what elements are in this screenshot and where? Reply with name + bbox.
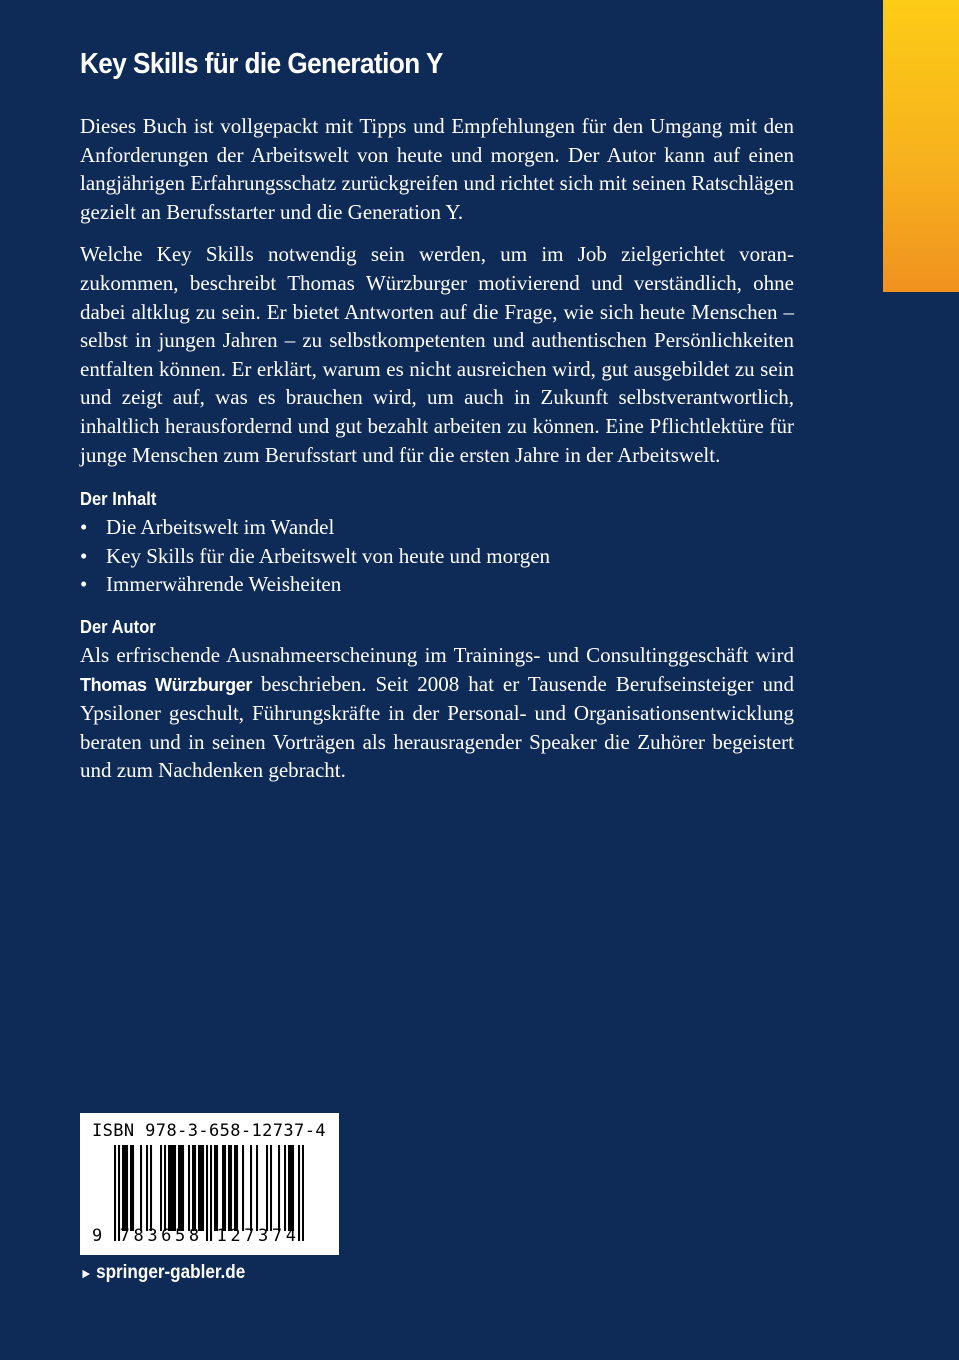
back-cover-text [80, 44, 794, 785]
barcode-bar [290, 1145, 292, 1231]
barcode-bar [278, 1145, 280, 1231]
bullet-icon: • [80, 515, 88, 540]
list-item-text: Die Arbeitswelt im Wandel [106, 515, 335, 540]
barcode-bar [216, 1145, 218, 1231]
intro-paragraph-2: Welche Key Skills notwendig sein werden, um im Job zielgerichtet voranzukommen, beschreibt Thomas Würzburger motivierend und verständlich, ohne dabei altklug zu sein. Er bietet Antworten auf die Frage, wie sich heute Menschen – selbst in jungen Jahren – zu selbstkompetenten und authentischen Persönlichkeiten entfalten können. Er erklärt, warum es nicht ausreichen wird, gut ausgebildet zu sein und zeigt auf, was es brauchen wird, um auch in Zukunft selbstverantwortlich, inhaltlich herausfordernd und gut bezahlt arbeiten zu können. Eine Pflichtlektüre für junge Menschen zum Berufsstart und für die ersten Jahre in der Arbeitswelt. [80, 242, 794, 467]
barcode-bar [222, 1145, 224, 1231]
barcode-bar [160, 1145, 162, 1231]
website-url: springer-gabler.de [96, 1262, 246, 1283]
author-text-end: beschrieben. Seit 2008 hat er Tausende Berufseinsteiger und Ypsiloner geschult, Führungskräfte in der Personal- und Organisationsentwicklung beraten und in seinen Vorträgen als herausragender Speaker die Zuhörer begeistert und zum Nachdenken gebracht. [80, 671, 795, 783]
isbn-barcode [80, 1113, 339, 1255]
barcode-bar [214, 1145, 216, 1231]
barcode-bar [288, 1145, 290, 1231]
barcode-bar [270, 1145, 272, 1231]
barcode-bar [224, 1145, 226, 1231]
barcode-bar [250, 1145, 252, 1231]
barcode-bar [178, 1145, 180, 1231]
barcode-bar [126, 1145, 128, 1231]
barcode-bar [146, 1145, 148, 1231]
barcode-bar [292, 1145, 294, 1231]
author-heading: Der Autor [80, 616, 156, 637]
barcode-bar [130, 1145, 132, 1231]
barcode-digits: 9 783658 127374 [92, 1226, 300, 1246]
barcode-bar [150, 1145, 152, 1231]
contents-list [80, 513, 794, 599]
isbn-label: ISBN 978-3-658-12737-4 [92, 1121, 326, 1141]
barcode-bar [230, 1145, 232, 1231]
website-link[interactable] [80, 1260, 245, 1286]
author-paragraph [80, 641, 794, 785]
barcode-bar [174, 1145, 176, 1231]
barcode-bar [132, 1145, 134, 1231]
barcode-bar [124, 1145, 126, 1231]
barcode-bar [140, 1145, 142, 1231]
barcode-bar [242, 1145, 244, 1231]
barcode-bar [256, 1145, 258, 1231]
barcode-bar [168, 1145, 170, 1231]
barcode-bar [266, 1145, 268, 1231]
barcode-bar [236, 1145, 238, 1231]
barcode-bar [170, 1145, 172, 1231]
bullet-icon: • [80, 543, 88, 568]
barcode-bar [302, 1145, 304, 1241]
contents-heading: Der Inhalt [80, 489, 157, 510]
barcode-bar [194, 1145, 196, 1231]
accent-bar [883, 0, 959, 292]
list-item [80, 513, 794, 542]
list-item-text: Key Skills für die Arbeitswelt von heute und morgen [106, 543, 551, 568]
barcode-bar [188, 1145, 190, 1231]
arrow-right-icon: ► [80, 1265, 93, 1281]
barcode-bar [164, 1145, 166, 1231]
barcode-bar [122, 1145, 124, 1231]
author-text-start: Als erfrischende Ausnahmeerscheinung im Trainings- und Consultinggeschäft wird [80, 642, 794, 667]
barcode-bar [200, 1145, 202, 1231]
list-item [80, 542, 794, 571]
barcode-bar [198, 1145, 200, 1231]
barcode-bar [172, 1145, 174, 1231]
barcode-bar [180, 1145, 182, 1231]
list-item-text: Immerwährende Weisheiten [106, 572, 342, 597]
author-name: Thomas Würzburger [80, 674, 252, 695]
intro-paragraph-1: Dieses Buch ist vollgepackt mit Tipps und Empfehlungen für den Umgang mit den Anforderungen der Arbeitswelt von heute und morgen. Der Autor kann auf einen langjährigen Erfahrungsschatz zurückgreifen und richtet sich mit seinen Ratschlägen gezielt an Berufsstarter und die Generation Y. [80, 114, 794, 224]
bullet-icon: • [80, 572, 88, 597]
barcode-bar [182, 1145, 184, 1231]
barcode-bar [284, 1145, 286, 1231]
barcode-bar [192, 1145, 194, 1231]
barcode-bar [202, 1145, 204, 1231]
barcode-bar [234, 1145, 236, 1231]
book-title: Key Skills für die Generation Y [80, 48, 443, 80]
barcode-bar [228, 1145, 230, 1231]
list-item [80, 570, 794, 599]
